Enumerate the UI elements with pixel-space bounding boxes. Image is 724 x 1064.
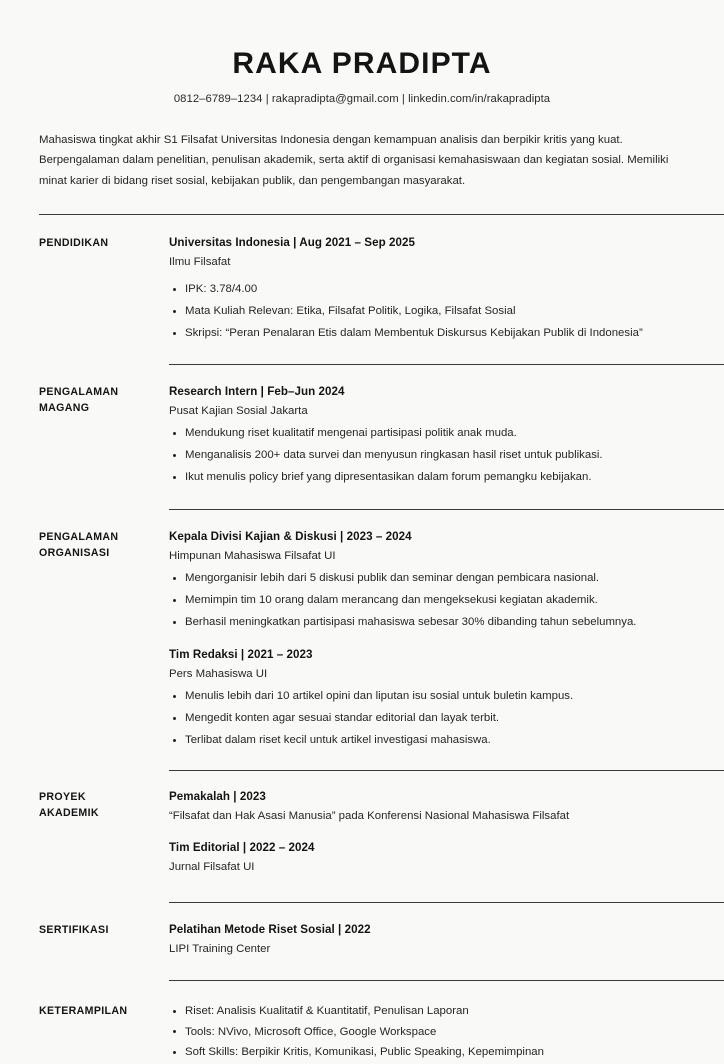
list-item: Ikut menulis policy brief yang dipresentasikan dalam forum pemangku kebijakan. (169, 468, 714, 486)
certification-subtitle: LIPI Training Center (169, 942, 271, 955)
list-item: Berhasil meningkatkan partisipasi mahasiswa sebesar 30% dibanding tahun sebelumnya. (169, 613, 714, 631)
internship-title: Research Intern | Feb–Jun 2024 (169, 384, 345, 398)
project-title: Pemakalah | 2023 (169, 789, 266, 803)
internship-bullets (169, 424, 714, 486)
education-title: Universitas Indonesia | Aug 2021 – Sep 2025 (169, 235, 415, 249)
resume-header (0, 0, 724, 105)
list-item: Soft Skills: Berpikir Kritis, Komunikasi, Public Speaking, Kepemimpinan (169, 1043, 714, 1063)
section-body-sertifikasi (169, 921, 724, 959)
organisation-subtitle: Pers Mahasiswa UI (169, 668, 268, 680)
organisation-bullets (169, 687, 714, 749)
internship-entry (169, 383, 714, 487)
organisation-title: Tim Redaksi | 2021 – 2023 (169, 647, 313, 661)
list-item: Menganalisis 200+ data survei dan menyusun ringkasan hasil riset untuk publikasi. (169, 446, 714, 464)
list-item: Menulis lebih dari 10 artikel opini dan liputan isu sosial untuk buletin kampus. (169, 687, 714, 705)
project-subtitle: Jurnal Filsafat UI (169, 861, 255, 874)
section-label-pengalaman-organisasi (39, 528, 169, 562)
list-item: Mendukung riset kualitatif mengenai partisipasi politik anak muda. (169, 424, 714, 442)
section-keterampilan (0, 1002, 724, 1064)
list-item: IPK: 3.78/4.00 (169, 280, 714, 298)
candidate-name: RAKA PRADIPTA (232, 47, 492, 80)
organisation-subtitle: Himpunan Mahasiswa Filsafat UI (169, 550, 336, 563)
section-body-proyek-akademik (169, 788, 724, 877)
section-sertifikasi (0, 921, 724, 959)
internship-subtitle: Pusat Kajian Sosial Jakarta (169, 405, 308, 418)
section-label-line-2: AKADEMIK (39, 806, 99, 819)
certification-title: Pelatihan Metode Riset Sosial | 2022 (169, 922, 371, 936)
contact-line: 0812–6789–1234 | rakapradipta@gmail.com | linkedin.com/in/rakapradipta (173, 93, 551, 105)
list-item: Skripsi: “Peran Penalaran Etis dalam Membentuk Diskursus Kebijakan Publik di Indonesia” (169, 324, 714, 342)
section-proyek-akademik (0, 788, 724, 877)
project-title: Tim Editorial | 2022 – 2024 (169, 841, 315, 855)
list-item: Riset: Analisis Kualitatif & Kuantitatif, Penulisan Laporan (169, 1002, 714, 1022)
section-label-sertifikasi: SERTIFIKASI (39, 923, 109, 936)
education-subtitle: Ilmu Filsafat (169, 256, 231, 269)
section-label-line-2: ORGANISASI (39, 547, 110, 560)
section-label-pengalaman-magang (39, 383, 169, 417)
section-label-proyek-akademik (39, 788, 169, 822)
professional-summary (39, 130, 685, 191)
organisation-bullets (169, 569, 714, 631)
section-label-keterampilan: KETERAMPILAN (39, 1005, 128, 1018)
organisation-entry (169, 528, 714, 632)
section-label-line-1: PENGALAMAN (39, 385, 119, 398)
certification-entry (169, 921, 714, 959)
organisation-title: Kepala Divisi Kajian & Diskusi | 2023 – 2024 (169, 529, 412, 543)
section-pengalaman-organisasi (0, 528, 724, 750)
list-item: Mengorganisir lebih dari 5 diskusi publik dan seminar dengan pembicara nasional. (169, 569, 714, 587)
section-label-pendidikan: PENDIDIKAN (39, 236, 109, 249)
skills-bullets (169, 1002, 714, 1063)
section-label-line-2: MAGANG (39, 402, 90, 415)
list-item: Terlibat dalam riset kecil untuk artikel investigasi mahasiswa. (169, 731, 714, 749)
section-pengalaman-magang (0, 383, 724, 487)
section-body-pendidikan (169, 234, 724, 343)
list-item: Memimpin tim 10 orang dalam merancang dan mengeksekusi kegiatan akademik. (169, 591, 714, 609)
education-bullets (169, 280, 714, 342)
education-entry (169, 234, 714, 343)
project-entry (169, 839, 714, 877)
organisation-entry (169, 646, 714, 750)
section-pendidikan (0, 234, 724, 343)
project-subtitle: “Filsafat dan Hak Asasi Manusia” pada Konferensi Nasional Mahasiswa Filsafat (169, 809, 570, 822)
list-item: Tools: NVivo, Microsoft Office, Google Workspace (169, 1023, 714, 1043)
section-label-line-1: PROYEK (39, 790, 86, 803)
list-item: Mata Kuliah Relevan: Etika, Filsafat Politik, Logika, Filsafat Sosial (169, 302, 714, 320)
project-entry (169, 788, 714, 826)
section-body-pengalaman-magang (169, 383, 724, 487)
summary-text: Mahasiswa tingkat akhir S1 Filsafat Universitas Indonesia dengan kemampuan analisis dan berpikir kritis yang kuat. Berpengalaman dalam penelitian, penulisan akademik, serta aktif di organisasi kemahasiswaan dan kegiatan sosial. Memiliki minat karier di bidang riset sosial, kebijakan publik, dan pengembangan masyarakat. (39, 134, 669, 187)
section-body-pengalaman-organisasi (169, 528, 724, 750)
section-body-keterampilan (169, 1002, 724, 1064)
list-item: Mengedit konten agar sesuai standar editorial dan layak terbit. (169, 709, 714, 727)
section-label-line-1: PENGALAMAN (39, 530, 119, 543)
